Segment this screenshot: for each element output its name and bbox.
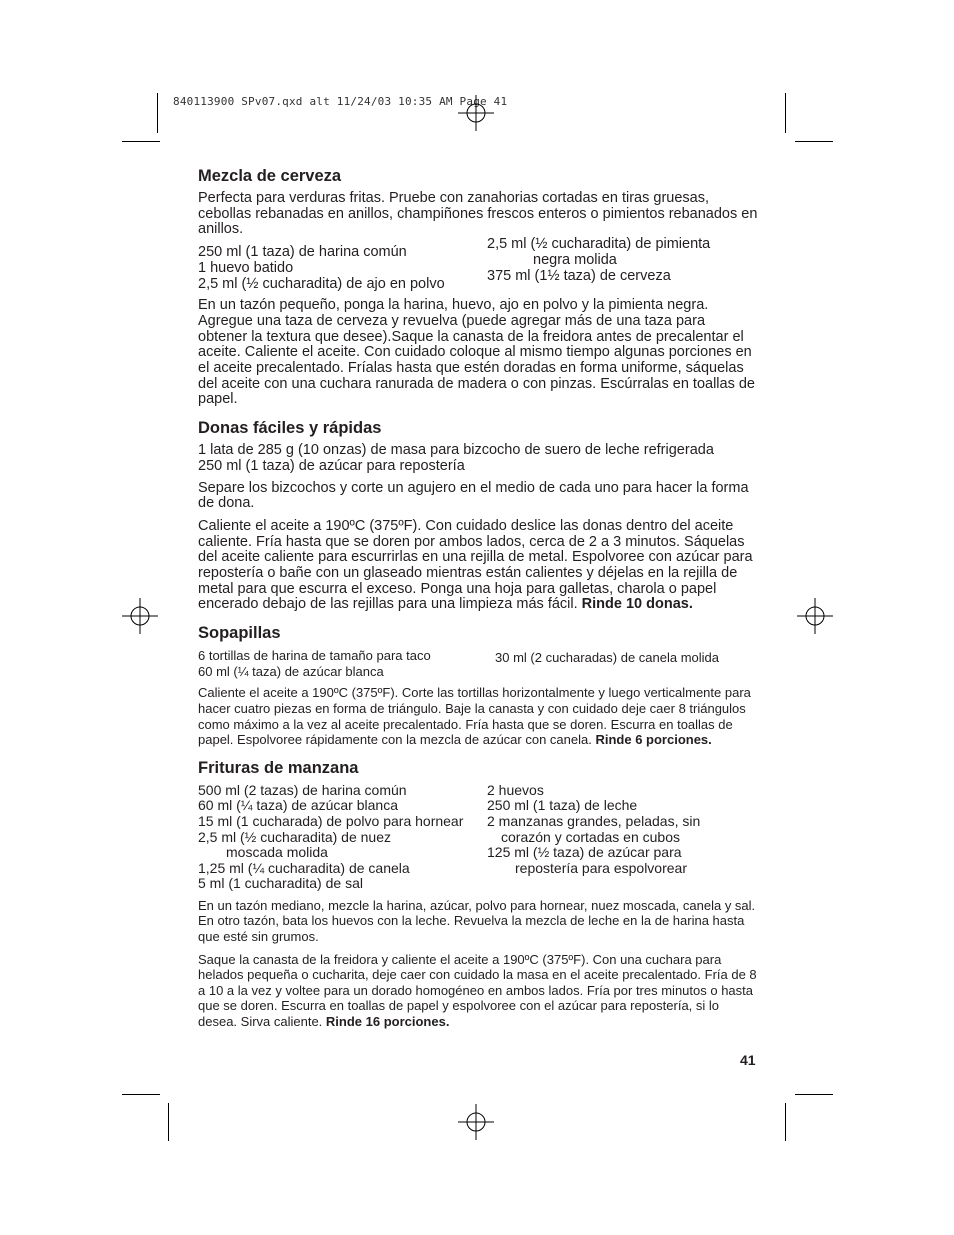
ingredient: 60 ml (¼ taza) de azúcar blanca	[198, 797, 398, 814]
ingredient: repostería para espolvorear	[515, 859, 687, 876]
ingredient: 375 ml (1½ taza) de cerveza	[487, 267, 671, 284]
yield-text: Rinde 16 porciones.	[325, 1014, 450, 1030]
crop-mark	[785, 93, 786, 133]
ingredient: 15 ml (1 cucharada) de polvo para hornear	[198, 812, 464, 829]
crop-mark	[795, 141, 833, 142]
crop-mark	[785, 1103, 786, 1141]
recipe-apple-fritters	[198, 758, 758, 1030]
ingredient: 2,5 ml (½ cucharadita) de ajo en polvo	[198, 275, 445, 292]
recipe-title: Frituras de manzana	[198, 758, 359, 777]
yield-text: Rinde 6 porciones.	[595, 732, 712, 748]
recipe-instructions: En un tazón pequeño, ponga la harina, huevo, ajo en polvo y la pimienta negra. Agregue una taza de cerveza y revuelva (puede agregar más de una taza para obtener la textura que desee).Saque la canasta de la freidora antes de precalentar el aceite. Caliente el aceite. Con cuidado coloque al mismo tiempo algunas porciones en el aceite precalentado. Fríalas hasta que estén doradas en forma uniforme, sáquelas del aceite con una cuchara ranurada de madera o con pinzas. Escúrralas en toallas de papel.	[198, 297, 755, 408]
ingredient: 125 ml (½ taza) de azúcar para	[487, 844, 682, 861]
ingredient: 500 ml (2 tazas) de harina común	[198, 781, 407, 798]
ingredient: 5 ml (1 cucharadita) de sal	[198, 875, 363, 892]
recipe-instructions: Separe los bizcochos y corte un agujero en el medio de cada uno para hacer la forma de dona.	[198, 479, 749, 512]
recipe-instructions: En un tazón mediano, mezcle la harina, azúcar, polvo para hornear, nuez moscada, canela y sal. En otro tazón, bata los huevos con la leche. Revuelva la mezcla de leche en la de harina hasta que esté sin grumos.	[198, 897, 756, 945]
crop-mark	[122, 141, 160, 142]
recipe-donuts	[198, 418, 758, 613]
registration-mark	[122, 598, 158, 634]
ingredient: 1,25 ml (¼ cucharadita) de canela	[198, 859, 410, 876]
ingredient: 2,5 ml (½ cucharadita) de pimienta	[487, 236, 711, 253]
ingredient: 250 ml (1 taza) de harina común	[198, 244, 407, 261]
ingredient-list	[198, 648, 758, 679]
recipe-title: Donas fáciles y rápidas	[198, 419, 382, 438]
recipe-title: Mezcla de cerveza	[198, 167, 342, 185]
registration-mark	[797, 598, 833, 634]
ingredient-list	[198, 783, 758, 892]
recipe-instructions: Saque la canasta de la freidora y caliente el aceite a 190ºC (375ºF). Con una cuchara para helados pequeña o cucharita, deje caer con cuidado la masa en el aceite precalentado. Fría de 8 a 10 a la vez y voltee para un dorado homogéneo en ambos lados. Fría por tres minutos o hasta que se doren. Escurra en toallas de papel y espolvoree con el azúcar para repostería, si lo desea. Sirva caliente. Rinde 16 porciones.	[198, 951, 757, 1030]
ingredient: 6 tortillas de harina de tamaño para taco	[198, 648, 431, 664]
recipe-beer-batter	[198, 166, 758, 408]
ingredient: 2,5 ml (½ cucharadita) de nuez	[198, 828, 391, 845]
ingredient: 30 ml (2 cucharadas) de canela molida	[495, 650, 720, 666]
ingredient: 2 huevos	[487, 781, 544, 798]
page-number: 41	[740, 1052, 756, 1068]
ingredient: moscada molida	[226, 844, 328, 861]
ingredient: 1 lata de 285 g (10 onzas) de masa para bizcocho de suero de leche refrigerada	[198, 442, 714, 459]
ingredient-list	[198, 236, 758, 292]
crop-mark	[795, 1094, 833, 1095]
ingredient: corazón y cortadas en cubos	[501, 828, 680, 845]
crop-mark	[168, 1103, 169, 1141]
recipe-instructions: Caliente el aceite a 190ºC (375ºF). Corte las tortillas horizontalmente y luego verticalmente para hacer cuatro piezas en forma de triángulo. Baje la canasta y con cuidado deje caer 8 triángulos como máximo a la vez al aceite precalentado. Fría hasta que se doren. Escurra en toallas de papel. Espolvoree rápidamente con la mezcla de azúcar con canela. Rinde 6 porciones.	[198, 685, 751, 748]
registration-mark	[458, 1104, 494, 1140]
crop-mark	[122, 1094, 160, 1095]
registration-mark	[458, 95, 494, 131]
ingredient: negra molida	[533, 251, 617, 268]
slug-line: 840113900 SPv07.qxd alt 11/24/03 10:35 AM Page 41	[173, 95, 508, 108]
ingredient: 250 ml (1 taza) de leche	[487, 797, 638, 814]
recipe-instructions: Caliente el aceite a 190ºC (375ºF). Con cuidado deslice las donas dentro del aceite caliente. Fría hasta que se doren por ambos lados, cerca de 2 a 3 minutos. Sáquelas del aceite caliente para escurrirlas en una rejilla de metal. Espolvoree con azúcar para repostería o bañe con un glaseado mientras están calientes y déjelas en la rejilla de metal para que escurra el exceso. Ponga una hoja para galletas, charola o papel encerado debajo de las rejillas para una limpieza más fácil. Rinde 10 donas.	[198, 517, 753, 613]
ingredient: 2 manzanas grandes, peladas, sin	[487, 812, 701, 829]
crop-mark	[157, 93, 158, 133]
ingredient-list	[198, 443, 758, 474]
recipe-intro: Perfecta para verduras fritas. Pruebe con zanahorias cortadas en tiras gruesas, cebollas rebanadas en anillos, champiñones frescos enteros o pimientos rebanados en anillos.	[198, 190, 758, 238]
ingredient: 1 huevo batido	[198, 259, 294, 276]
ingredient: 250 ml (1 taza) de azúcar para repostería	[198, 457, 465, 474]
ingredient: 60 ml (¼ taza) de azúcar blanca	[198, 663, 384, 679]
recipe-sopapillas	[198, 623, 758, 748]
yield-text: Rinde 10 donas.	[581, 596, 693, 613]
recipe-title: Sopapillas	[198, 624, 281, 643]
page-content	[198, 166, 758, 1040]
